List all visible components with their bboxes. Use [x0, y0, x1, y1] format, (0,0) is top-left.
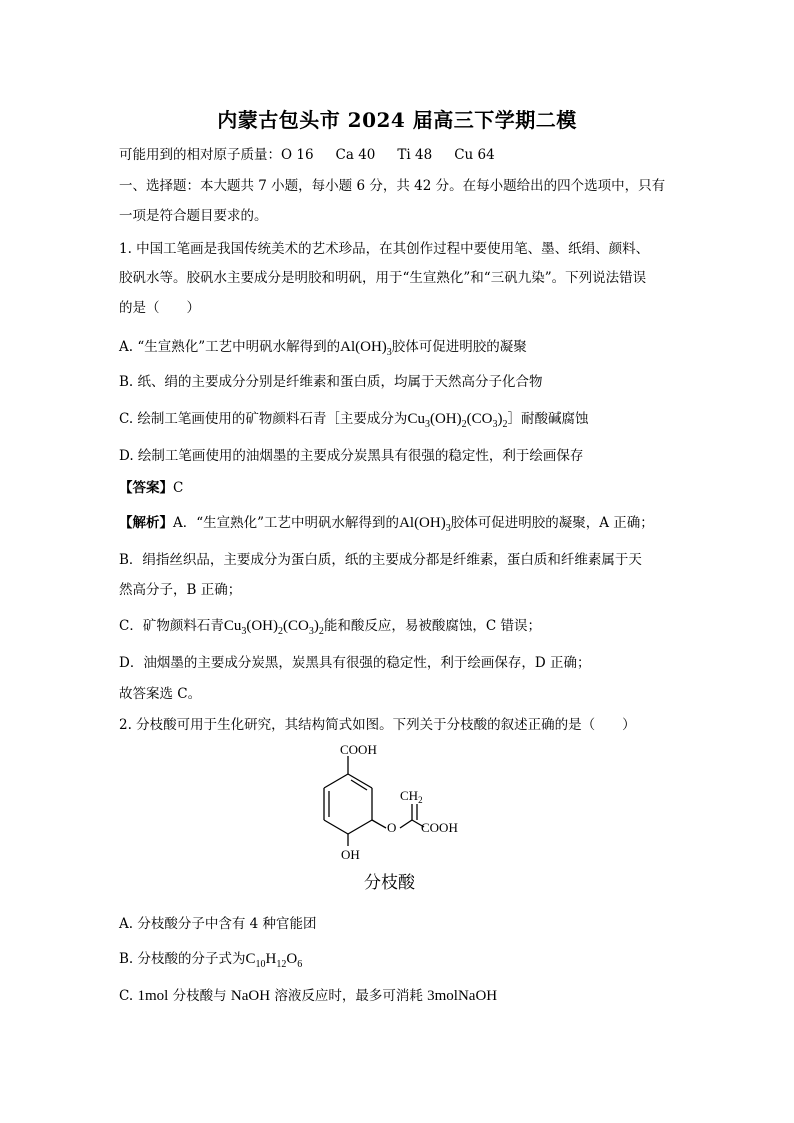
q1-option-c-text-end: ］耐酸碱腐蚀	[507, 411, 589, 427]
q2-option-b-text: B. 分枝酸的分子式为	[119, 951, 246, 967]
ether-o-label: O	[387, 820, 397, 835]
oh-label: OH	[341, 847, 360, 862]
q2-option-c	[119, 987, 497, 1005]
q1-stem-line3: 的是（ ）	[119, 300, 200, 316]
formula-c10h12o6: $C_{10}H_{12}O_6$	[245, 951, 303, 970]
q1-analysis-b2: 然高分子，B 正确；	[119, 582, 242, 598]
answer-tag: 【答案】	[119, 480, 173, 496]
cooh-right-label: COOH	[421, 820, 458, 835]
ch2-label: $CH_2$	[400, 788, 423, 805]
atomic-masses-label: 可能用到的相对原子质量：	[119, 147, 281, 163]
q1-option-d: D. 绘制工笔画使用的油烟墨的主要成分炭黑具有很强的稳定性，利于绘画保存	[119, 448, 584, 464]
atomic-mass-item: Ca 40	[335, 147, 376, 163]
q2-option-c-text: 分枝酸与	[168, 988, 231, 1004]
section-header-line1: 一、选择题：本大题共 7 小题，每小题 6 分，共 42 分。在每小题给出的四个选项中，只有	[119, 178, 666, 194]
analysis-c-text: C．矿物颜料石青	[119, 618, 224, 634]
q1-analysis-b1: B．绢指丝织品，主要成分为蛋白质，纸的主要成分都是纤维素，蛋白质和纤维素属于天	[119, 552, 642, 568]
formula-3molnaoh: 3molNaOH	[427, 988, 498, 1004]
atomic-mass-item: Ti 48	[397, 147, 433, 163]
q1-analysis-d: D．油烟墨的主要成分炭黑，炭黑具有很强的稳定性，利于绘画保存，D 正确；	[119, 655, 591, 671]
q1-option-a-text: A. “生宣熟化”工艺中明矾水解得到的	[119, 339, 341, 355]
q1-option-b: B. 纸、绢的主要成分分别是纤维素和蛋白质，均属于天然高分子化合物	[119, 374, 543, 390]
q2-stem: 2. 分枝酸可用于生化研究，其结构简式如图。下列关于分枝酸的叙述正确的是（ ）	[119, 717, 636, 733]
section-header-line2: 一项是符合题目要求的。	[119, 208, 268, 224]
q2-option-c-text-end: 溶液反应时，最多可消耗	[270, 988, 428, 1004]
page-title: 内蒙古包头市 2024 届高三下学期二模	[217, 108, 577, 132]
analysis-c-text-end: 能和酸反应，易被酸腐蚀，C 错误；	[323, 618, 541, 634]
q1-option-c-text: C. 绘制工笔画使用的矿物颜料石青［主要成分为	[119, 411, 408, 427]
q2-option-a: A. 分枝酸分子中含有 4 种官能团	[119, 916, 317, 932]
answer-value: C	[173, 480, 184, 496]
q1-option-c	[119, 410, 588, 434]
q1-analysis-a	[119, 514, 654, 538]
cooh-top-label: COOH	[340, 742, 377, 757]
formula-aloh3: $Al(OH)_3$	[340, 339, 392, 358]
q1-option-a-text-end: 胶体可促进明胶的凝聚	[391, 339, 527, 355]
q1-stem-line1: 1. 中国工笔画是我国传统美术的艺术珍品，在其创作过程中要使用笔、墨、纸绢、颜料、	[119, 241, 650, 257]
atomic-masses	[119, 146, 517, 164]
analysis-a-text: A．“生宣熟化”工艺中明矾水解得到的	[173, 515, 400, 531]
formula-azurite: $Cu_3(OH)_2(CO_3)_2$	[407, 411, 508, 430]
chorismic-acid-structure	[300, 742, 500, 902]
structure-caption: 分枝酸	[364, 873, 415, 892]
q1-answer	[119, 479, 183, 497]
q1-stem-line2: 胶矾水等。胶矾水主要成分是明胶和明矾，用于“生宣熟化”和“三矾九染”。下列说法错误	[119, 270, 647, 286]
formula-naoh: NaOH	[230, 988, 271, 1004]
q1-analysis-c	[119, 617, 541, 641]
formula-aloh3: $Al(OH)_3$	[399, 515, 451, 534]
q2-option-b	[119, 950, 302, 974]
q1-option-a	[119, 338, 527, 362]
atomic-mass-item: Cu 64	[454, 147, 495, 163]
analysis-tag: 【解析】	[119, 515, 173, 531]
atomic-mass-item: O 16	[281, 147, 314, 163]
formula-1mol: 1mol	[137, 988, 169, 1004]
q1-conclusion: 故答案选 C。	[119, 686, 202, 702]
q2-option-c-label: C.	[119, 988, 138, 1004]
analysis-a-text-end: 胶体可促进明胶的凝聚，A 正确；	[450, 515, 654, 531]
formula-azurite: $Cu_3(OH)_2(CO_3)_2$	[223, 618, 324, 637]
